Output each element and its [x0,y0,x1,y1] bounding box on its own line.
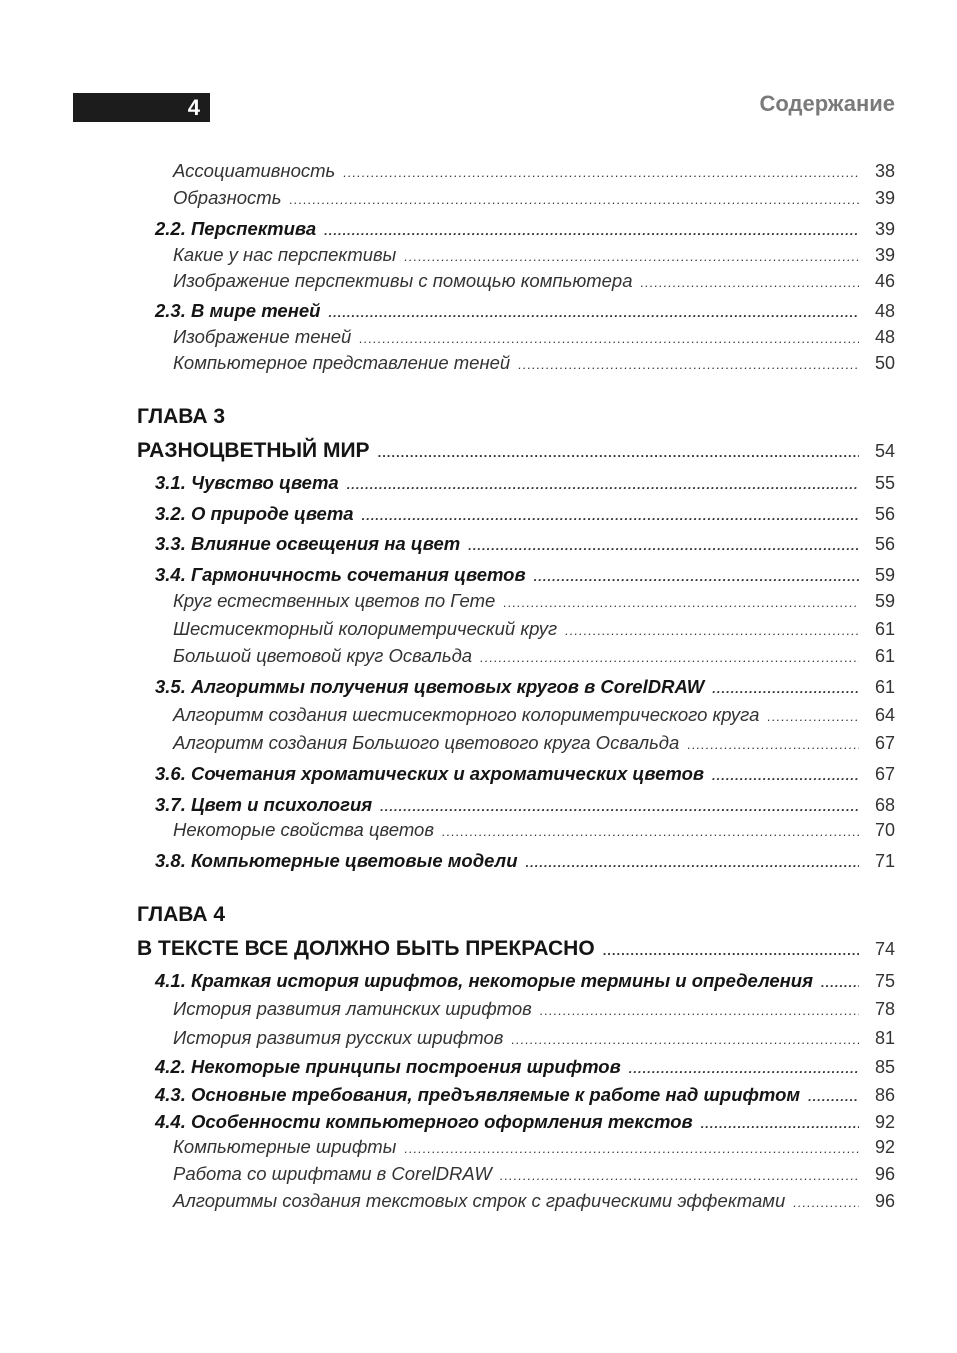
leader-dots [712,681,859,696]
toc-entry-page: 38 [874,161,895,181]
leader-dots [324,223,859,238]
toc-chapter[interactable] [0,439,957,463]
chapter-title: РАЗНОЦВЕТНЫЙ МИР [137,439,370,462]
leader-dots [362,508,859,523]
toc-entry[interactable] [0,590,957,612]
leader-dots [526,855,860,870]
toc-section[interactable] [0,564,957,586]
toc-entry[interactable] [0,326,957,348]
toc-entry[interactable] [0,352,957,374]
leader-dots [289,192,859,207]
toc-entry-page: 68 [874,795,895,815]
leader-dots [511,1032,859,1047]
toc-entry-page: 75 [874,971,895,991]
toc-entry-page: 61 [874,646,895,666]
toc-section[interactable] [0,218,957,240]
toc-entry[interactable] [0,1190,957,1212]
toc-entry-title: Какие у нас перспективы [173,244,397,265]
toc-section[interactable] [0,1084,957,1106]
toc-entry[interactable] [0,1136,957,1158]
toc-section[interactable] [0,300,957,322]
toc-entry-title: 3.5. Алгоритмы получения цветовых кругов в CorelDRAW [155,676,705,697]
toc-entry-title: История развития латинских шрифтов [173,998,532,1019]
toc-entry[interactable] [0,187,957,209]
leader-dots [641,275,859,290]
toc-entry-title: 3.6. Сочетания хроматических и ахроматических цветов [155,763,705,784]
leader-dots [603,943,859,958]
toc-section[interactable] [0,533,957,555]
leader-dots [404,1141,859,1156]
leader-dots [701,1116,859,1131]
leader-dots [503,595,859,610]
toc-section[interactable] [0,763,957,785]
leader-dots [343,165,859,180]
toc-section[interactable] [0,1111,957,1133]
toc-entry-title: Алгоритм создания шестисекторного колориметрического круга [173,704,760,725]
toc-entry[interactable] [0,704,957,726]
toc-entry-title: 3.3. Влияние освещения на цвет [155,533,461,554]
toc-entry-page: 78 [874,999,895,1019]
leader-dots [347,477,859,492]
toc-entry-page: 85 [874,1057,895,1077]
leader-dots [821,975,859,990]
leader-dots [540,1003,859,1018]
toc-entry[interactable] [0,160,957,182]
toc-entry-title: 3.4. Гармоничность сочетания цветов [155,564,526,585]
toc-entry-page: 56 [874,504,895,524]
toc-entry-title: Некоторые свойства цветов [173,819,434,840]
toc-entry-title: 3.7. Цвет и психология [155,794,373,815]
toc-entry-page: 71 [874,851,895,871]
toc-entry-page: 39 [874,188,895,208]
toc-entry-title: 2.2. Перспектива [155,218,317,239]
toc-entry-title: Алгоритм создания Большого цветового круга Освальда [173,732,680,753]
leader-dots [480,650,859,665]
toc-entry[interactable] [0,244,957,266]
toc-entry-title: 4.3. Основные требования, предъявляемые к работе над шрифтом [155,1084,801,1105]
chapter-title: В ТЕКСТЕ ВСЕ ДОЛЖНО БЫТЬ ПРЕКРАСНО [137,937,595,960]
running-header-title: Содержание [759,91,895,116]
toc-entry-page: 61 [874,619,895,639]
toc-entry-title: Алгоритмы создания текстовых строк с графическими эффектами [173,1190,786,1211]
toc-section[interactable] [0,472,957,494]
chapter-label: ГЛАВА 3 [137,405,226,428]
toc-entry-page: 61 [874,677,895,697]
toc-entry-page: 50 [874,353,895,373]
toc-entry-title: Ассоциативность [173,160,336,181]
page-number-tab [73,93,210,122]
leader-dots [534,569,859,584]
toc-section[interactable] [0,794,957,816]
toc-entry-page: 81 [874,1028,895,1048]
leader-dots [468,538,859,553]
toc-entry-title: Большой цветовой круг Освальда [173,645,473,666]
toc-section[interactable] [0,850,957,872]
toc-entry-title: 2.3. В мире теней [155,300,321,321]
toc-entry-page: 56 [874,534,895,554]
toc-entry-title: Изображение перспективы с помощью компьютера [173,270,633,291]
toc-entry-page: 70 [874,820,895,840]
toc-entry-page: 39 [874,219,895,239]
toc-entry-page: 67 [874,733,895,753]
leader-dots [629,1061,859,1076]
leader-dots [378,445,859,460]
toc-entry-title: Шестисекторный колориметрический круг [173,618,558,639]
page-number: 4 [187,95,200,120]
toc-entry-page: 48 [874,301,895,321]
toc-entry-page: 96 [874,1191,895,1211]
toc-entry-title: Работа со шрифтами в CorelDRAW [173,1163,492,1184]
toc-entry-title: История развития русских шрифтов [173,1027,504,1048]
toc-entry[interactable] [0,270,957,292]
toc-entry[interactable] [0,1163,957,1185]
toc-entry-title: 3.8. Компьютерные цветовые модели [155,850,518,871]
toc-entry[interactable] [0,618,957,640]
leader-dots [380,799,859,814]
toc-entry[interactable] [0,819,957,841]
toc-entry-page: 86 [874,1085,895,1105]
leader-dots [442,824,859,839]
toc-entry-title: 3.2. О природе цвета [155,503,354,524]
toc-section[interactable] [0,970,957,992]
chapter-label: ГЛАВА 4 [137,903,226,926]
toc-entry[interactable] [0,998,957,1020]
leader-dots [687,737,859,752]
toc-entry-title: Компьютерное представление теней [173,352,511,373]
toc-entry-page: 55 [874,473,895,493]
toc-entry-page: 64 [874,705,895,725]
toc-entry-title: Круг естественных цветов по Гете [173,590,496,611]
leader-dots [518,357,859,372]
toc-entry-page: 59 [874,565,895,585]
toc-entry-title: 3.1. Чувство цвета [155,472,339,493]
toc-entry[interactable] [0,732,957,754]
leader-dots [359,331,859,346]
toc-entry-page: 54 [874,441,895,461]
toc-entry[interactable] [0,645,957,667]
leader-dots [808,1089,859,1104]
toc-entry-title: Изображение теней [173,326,352,347]
toc-entry-title: 4.1. Краткая история шрифтов, некоторые термины и определения [155,970,813,991]
leader-dots [404,249,859,264]
toc-entry-page: 59 [874,591,895,611]
toc-entry-page: 39 [874,245,895,265]
toc-entry-page: 96 [874,1164,895,1184]
leader-dots [500,1168,859,1183]
toc-entry-page: 74 [874,939,895,959]
toc-entry-page: 46 [874,271,895,291]
toc-section[interactable] [0,503,957,525]
leader-dots [328,305,859,320]
toc-entry-title: Образность [173,187,282,208]
toc-section[interactable] [0,676,957,698]
leader-dots [767,709,859,724]
toc-entry-page: 92 [874,1112,895,1132]
toc-entry-page: 48 [874,327,895,347]
toc-entry-title: Компьютерные шрифты [173,1136,397,1157]
toc-entry-title: 4.4. Особенности компьютерного оформления текстов [155,1111,693,1132]
leader-dots [565,623,859,638]
toc-entry-page: 92 [874,1137,895,1157]
leader-dots [712,768,859,783]
toc-entry-page: 67 [874,764,895,784]
leader-dots [793,1195,859,1210]
toc-entry-title: 4.2. Некоторые принципы построения шрифтов [155,1056,621,1077]
toc-section[interactable] [0,1056,957,1078]
toc-chapter[interactable] [0,937,957,961]
toc-entry[interactable] [0,1027,957,1049]
